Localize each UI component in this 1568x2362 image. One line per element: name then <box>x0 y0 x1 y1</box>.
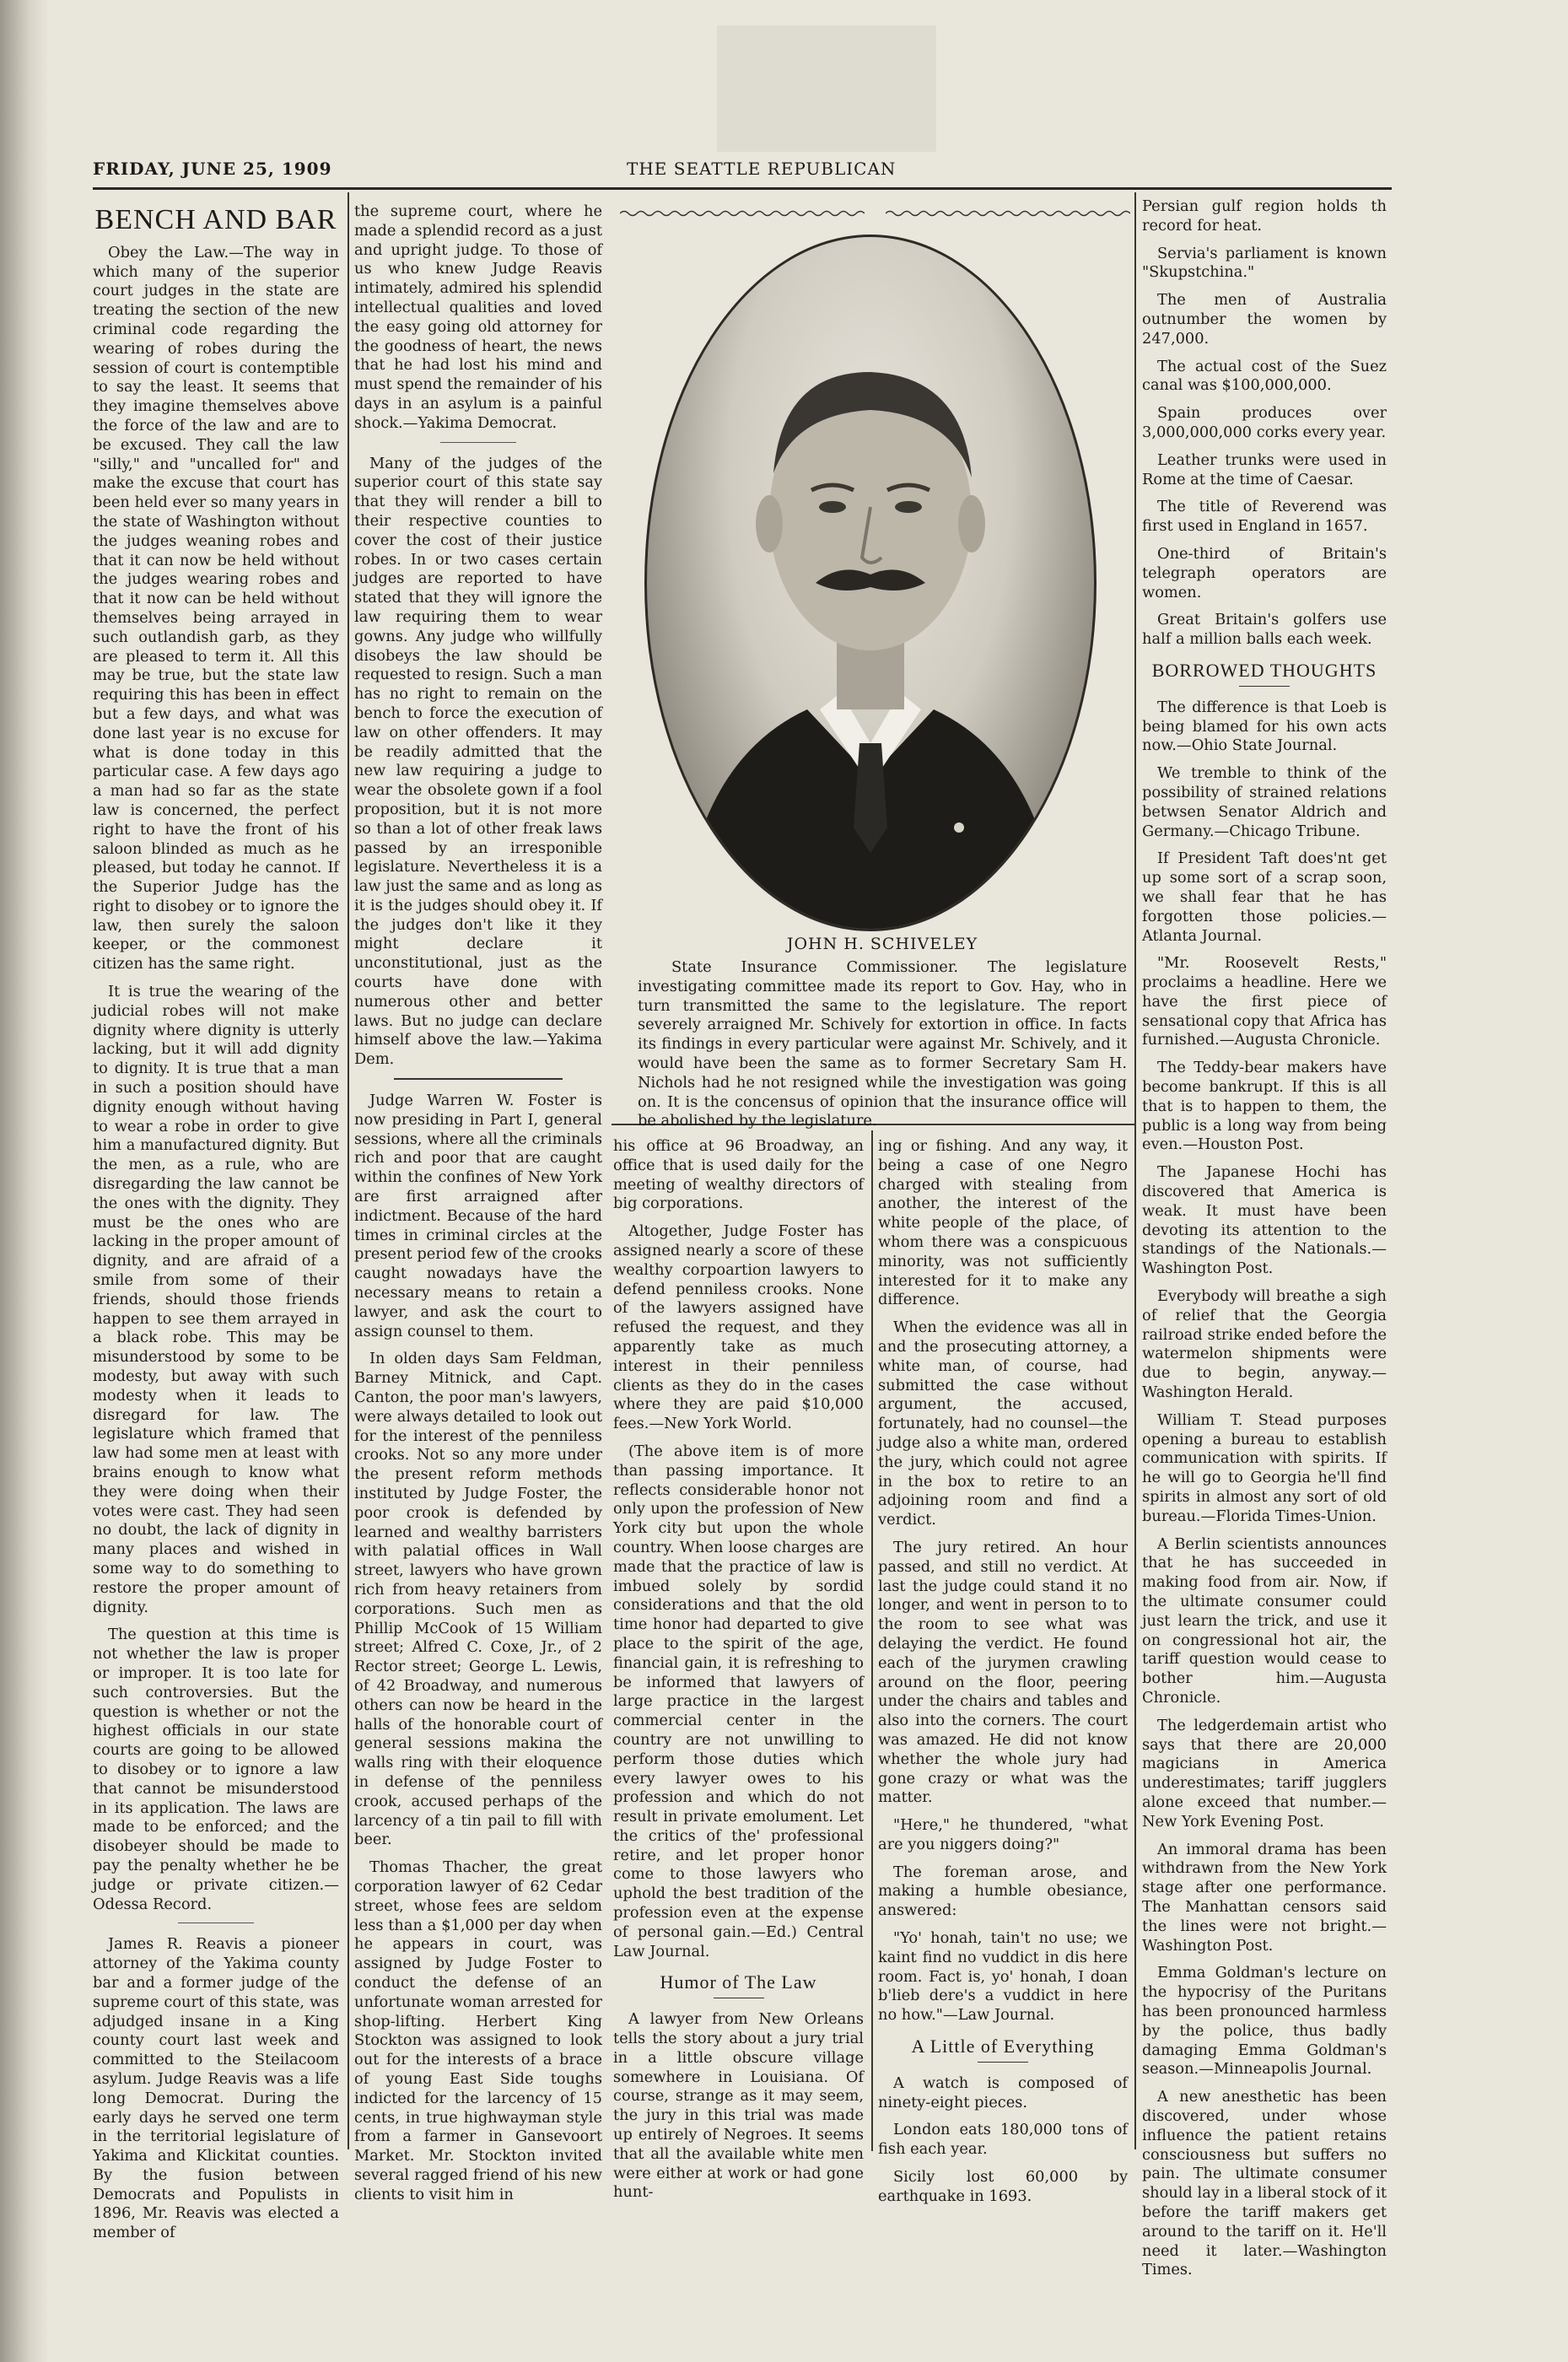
headline-borrowed-thoughts: BORROWED THOUGHTS <box>1151 659 1377 681</box>
article-paragraph: Altogether, Judge Foster has assigned nearly a score of these wealthy corpoartion lawyers to defend penniless crooks. None of the lawyers assigned have refused the request, and they apparently take as much interest in their penniless clients as they do in the cases where they are paid $10,000 fees.—New York World. <box>613 1222 864 1433</box>
article-paragraph: It is true the wearing of the judicial robes will not make dignity where dignity is utterly lacking, but it will add dignity to dignity. It is true that a man in such a position should have dignity enough without having to wear a robe in order to give him a manufactured dignity. But the men, as a rule, who are disregarding the law cannot be the ones with the dignity. They must be the ones who are lacking in the proper amount of dignity, and are afraid of a smile from some of their friends, should those friends happen to see them arrayed in a black robe. This may be misunderstood by some to be modesty, but away with such modesty when it leads to disregard for law. The legislature which framed that law had some men at least with brains enough to know what they were doing when their votes were cast. They had seen no doubt, the lack of dignity in many places and wished in some way to do something to restore the proper amount of dignity. <box>93 983 339 1616</box>
column-three <box>613 1137 864 2211</box>
list-item: The Japanese Hochi has discovered that America is weak. It must have been devoting its attention to the standings of the Nationals.—Washington Post. <box>1142 1163 1387 1278</box>
article-paragraph: the supreme court, where he made a splendid record as a just and upright judge. To those of us who knew Judge Reavis intimately, admired his splendid intellectual qualities and loved the easy going old attorney for the goodness of heart, the news that he had lost his mind and must spend the remainder of his days in an asylum is a painful shock.—Yakima Democrat. <box>354 202 602 432</box>
article-paragraph: The question at this time is not whether the law is proper or improper. It is too late for such controversies. But the question is whether or not the highest officials in our state courts are going to be allowed to disobey or to ignore a law that cannot be misunderstood in its application. The laws are made to be enforced; and the disobeyer should be made to pay the penalty whether he be judge or private citizen.—Odessa Record. <box>93 1626 339 1913</box>
article-paragraph: When the evidence was all in and the prosecuting attorney, a white man, of course, had submitted the case without argument, the accused, fortunately, had no counsel—the judge also a white man, ordered the jury, which could not agree in the box to retire to an adjoining room and find a verdict. <box>878 1319 1128 1529</box>
issue-date: FRIDAY, JUNE 25, 1909 <box>93 159 332 179</box>
list-item: The men of Australia outnumber the women by 247,000. <box>1142 291 1387 348</box>
list-item: Sicily lost 60,000 by earthquake in 1693. <box>878 2168 1128 2205</box>
list-item: Everybody will breathe a sigh of relief that the Georgia railroad strike ended before the watermelon shipments were due to begin, anyway.—Washington Herald. <box>1142 1287 1387 1402</box>
list-item: Great Britain's golfers use half a million balls each week. <box>1142 611 1387 649</box>
headline-bench-and-bar: BENCH AND BAR <box>94 204 337 235</box>
headline-rule <box>978 2062 1028 2063</box>
list-item: Persian gulf region holds th record for heat. <box>1142 197 1387 235</box>
column-rule <box>871 1130 873 2151</box>
headline-rule <box>1239 686 1290 687</box>
paper-title: THE SEATTLE REPUBLICAN <box>627 159 897 179</box>
page-binding-edge <box>0 0 49 2362</box>
caption-name: JOHN H. SCHIVELEY <box>786 935 978 953</box>
list-item: Emma Goldman's lecture on the hypocrisy of the Puritans has been pronounced harmless by the police, thus badly damaging Emma Goldman's season.—Minneapolis Journal. <box>1142 1964 1387 2079</box>
article-paragraph: his office at 96 Broadway, an office that is used daily for the meeting of wealthy directors of big corporations. <box>613 1137 864 1213</box>
column-bench-and-bar <box>93 202 339 2251</box>
article-separator <box>178 1922 254 1923</box>
list-item: The ledgerdemain artist who says that there are 20,000 magicians in America underestimates; tariff jugglers alone exceed that number.—New York Evening Post. <box>1142 1716 1387 1831</box>
list-item: One-third of Britain's telegraph operators are women. <box>1142 544 1387 601</box>
list-item: We tremble to think of the possibility of strained relations betwsen Senator Aldrich and Germany.—Chicago Tribune. <box>1142 764 1387 840</box>
article-paragraph: The jury retired. An hour passed, and still no verdict. At last the judge could stand it no longer, and went in person to to the room to see what was delaying the verdict. He found each of the jurymen crawling around on the floor, peering under the chairs and tables and also into the corners. The court was amazed. He did not know whether the whole jury had gone crazy or what was the matter. <box>878 1538 1128 1807</box>
article-paragraph: The foreman arose, and making a humble obesiance, answered: <box>878 1863 1128 1920</box>
header-rule <box>93 187 1392 190</box>
headline-humor-of-the-law: Humor of The Law <box>660 1971 817 1993</box>
column-four <box>878 1137 1128 2215</box>
list-item: Spain produces over 3,000,000,000 corks every year. <box>1142 404 1387 441</box>
article-paragraph: James R. Reavis a pioneer attorney of the Yakima county bar and a former judge of the supreme court of this state, was adjudged insane in a King county court last week and committed to the Steilacoom asylum. Judge Reavis was a life long Democrat. During the early days he served one term in the territorial legislature of Yakima and Klickitat counties. By the fusion between Democrats and Populists in 1896, Mr. Reavis was elected a member of <box>93 1935 339 2242</box>
headline-little-of-everything: A Little of Everything <box>911 2036 1095 2057</box>
list-item: An immoral drama has been withdrawn from the New York stage after one performance. The Manhattan censors said the lines were not bright.—Washington Post. <box>1142 1840 1387 1955</box>
portrait-photo <box>644 235 1097 931</box>
list-item: If President Taft does'nt get up some sort of a scrap soon, we shall fear that he has forgotten those policies.—Atlanta Journal. <box>1142 849 1387 945</box>
article-paragraph: In olden days Sam Feldman, Barney Mitnick, and Capt. Canton, the poor man's lawyers, were always detailed to look out for the interest of the penniless crooks. Not so any more under the present reform methods instituted by Judge Foster, the poor crook is defended by learned and wealthy barristers with palatial offices in Wall street, lawyers who have grown rich from heavy retainers from corporations. Such men as Phillip McCook of 15 William street; Alfred C. Coxe, Jr., of 2 Rector street; George L. Lewis, of 42 Broadway, and numerous others can now be heard in the halls of the honorable court of general sessions makina the walls ring with their eloquence in defense of the penniless crook, accused perhaps of the larcency of a tin pail to fill with beer. <box>354 1350 602 1849</box>
column-rule <box>348 192 349 2149</box>
article-separator <box>440 442 516 443</box>
wavy-rule-left <box>620 209 865 218</box>
article-paragraph: Thomas Thacher, the great corporation lawyer of 62 Cedar street, whose fees are seldom less than a $1,000 per day when he appears in court, was assigned by Judge Foster to conduct the defense of an unfortunate woman arrested for shop-lifting. Herbert King Stockton was assigned to look out for the interests of a brace of young East Side toughs indicted for the larcency of 15 cents, in true highwayman style from a farmer in Gansevoort Market. Mr. Stockton invited several ragged friend of his new clients to visit him in <box>354 1858 602 2203</box>
article-paragraph: (The above item is of more than passing importance. It reflects considerable honor not only upon the profession of New York city but upon the whole country. When loose charges are made that the practice of law is imbued solely by sordid considerations and that the old time honor had departed to give place to the spirit of the age, financial gain, it is refreshing to be informed that lawyers of large practice in the largest commercial center in the country are not unwilling to perform those duties which every lawyer owes to his profession and which do not result in private emolument. Let the critics of the' professional retire, and let proper honor come to those lawyers who uphold the best tradition of the profession even at the expense of personal gain.—Ed.) Central Law Journal. <box>613 1442 864 1960</box>
column-two <box>354 202 602 2213</box>
list-item: The title of Reverend was first used in England in 1657. <box>1142 498 1387 536</box>
article-paragraph: A lawyer from New Orleans tells the story about a jury trial in a little obscure village somewhere in Louisiana. Of course, strange as it may seem, the jury in this trial was made up entirely of Negroes. It seems that all the available white men were either at work or had gone hunt- <box>613 2010 864 2202</box>
list-item: Leather trunks were used in Rome at the time of Caesar. <box>1142 450 1387 488</box>
portrait-caption <box>638 935 1127 1131</box>
article-paragraph: Many of the judges of the superior court of this state say that they will render a bill to their respective counties to cover the cost of their justice robes. In or two cases certain judges are reported to have stated that they will ignore the law requiring them to wear gowns. Any judge who willfully disobeys the law should be requested to resign. Such a man has no right to remain on the bench to force the execution of law on other offenders. It may be readily admitted that the new law requiring a judge to wear the obsolete gown if a fool proposition, but it is not more so than a lot of other freak laws passed by an irresponible legislature. Nevertheless it is a law just the same and as long as it is the judges should obey it. If the judges don't like it they might declare it unconstitutional, just as the courts have done with numerous other and better laws. But no judge can declare himself above the law.—Yakima Dem. <box>354 454 602 1069</box>
list-item: The actual cost of the Suez canal was $100,000,000. <box>1142 357 1387 395</box>
list-item: "Mr. Roosevelt Rests," proclaims a headline. Here we have the first piece of sensational copy that Africa has furnished.—Augusta Chronicle. <box>1142 954 1387 1049</box>
list-item: The difference is that Loeb is being blamed for his own acts now.—Ohio State Journal. <box>1142 698 1387 755</box>
paper-repair-patch <box>717 25 936 152</box>
list-item: The Teddy-bear makers have become bankrupt. If this is all that is to happen to them, the public is a long way from being even.—Houston Post. <box>1142 1059 1387 1154</box>
wavy-rule-right <box>886 209 1130 218</box>
article-separator <box>394 1078 563 1080</box>
page-header <box>93 159 1392 184</box>
article-paragraph: "Here," he thundered, "what are you niggers doing?" <box>878 1816 1128 1853</box>
column-rule <box>1134 192 1136 2149</box>
article-paragraph: "Yo' honah, tain't no use; we kaint find no vuddict in dis here room. Fact is, yo' honah, I doan b'lieb dere's a vuddict in here no how."—Law Journal. <box>878 1929 1128 2025</box>
list-item: Servia's parliament is known "Skupstchina." <box>1142 244 1387 282</box>
column-five <box>1142 197 1387 2289</box>
caption-text: State Insurance Commissioner. The legislature investigating committee made its report to Gov. Hay, who in turn transmitted the same to the legislature. The report severely arraigned Mr. Schively for extortion in office. In facts its findings in every particular were against Mr. Schively, and it would have been the same as to former Secretary Sam H. Nichols had he not resigned while the investigation was going on. It is the concensus of opinion that the insurance office will be abolished by the legislature. <box>638 958 1127 1130</box>
article-paragraph: Obey the Law.—The way in which many of the superior court judges in the state are treating the section of the new criminal code regarding the wearing of robes during the session of court is contemptible to say the least. It seems that they imagine themselves above the force of the law and are to be excused. They call the law "silly," and "uncalled for" and make the excuse that court has been held ever so many years in the state of Washington without the judges weaning robes and that it can now be held without the judges wearing robes and that it now can be held without themselves being arrayed in such outlandish garb, as they are pleased to term it. All this may be true, but the state law requiring this has been in effect but a few days, and what was done last year is no excuse for what is done today in this particular case. A few days ago a man had so far as the state law is concerned, the perfect right to have the front of his saloon blinded as much as he pleased, but today he cannot. If the Superior Judge has the right to disobey or to ignore the law, then surely the saloon keeper, or the commonest citizen has the same right. <box>93 243 339 973</box>
article-paragraph: ing or fishing. And any way, it being a case of one Negro charged with stealing from another, the interest of the white people of the place, of whom there was a conspicuous minority, was not sufficiently interested for it to make any difference. <box>878 1137 1128 1309</box>
list-item: A Berlin scientists announces that he has succeeded in making food from air. Now, if the ultimate consumer could just learn the trick, and use it on congressional hot air, the tariff question would cease to bother him.—Augusta Chronicle. <box>1142 1534 1387 1707</box>
list-item: William T. Stead purposes opening a bureau to establish communication with spirits. If he will go to Georgia he'll find spirits in almost any sort of old bureau.—Florida Times-Union. <box>1142 1410 1387 1525</box>
list-item: A new anesthetic has been discovered, under whose influence the patient retains consciousness but suffers no pain. The ultimate consumer should lay in a liberal stock of it before the tariff makers get around to the tariff on it. He'll need it later.—Washington Times. <box>1142 2088 1387 2279</box>
article-paragraph: Judge Warren W. Foster is now presiding in Part I, general sessions, where all the criminals rich and poor that are caught within the confines of New York are first arraigned after indictment. Because of the hard times in criminal circles at the present period few of the crooks caught nowadays have the necessary means to retain a lawyer, and ask the court to assign counsel to them. <box>354 1092 602 1340</box>
list-item: A watch is composed of ninety-eight pieces. <box>878 2073 1128 2111</box>
list-item: London eats 180,000 tons of fish each year. <box>878 2121 1128 2159</box>
